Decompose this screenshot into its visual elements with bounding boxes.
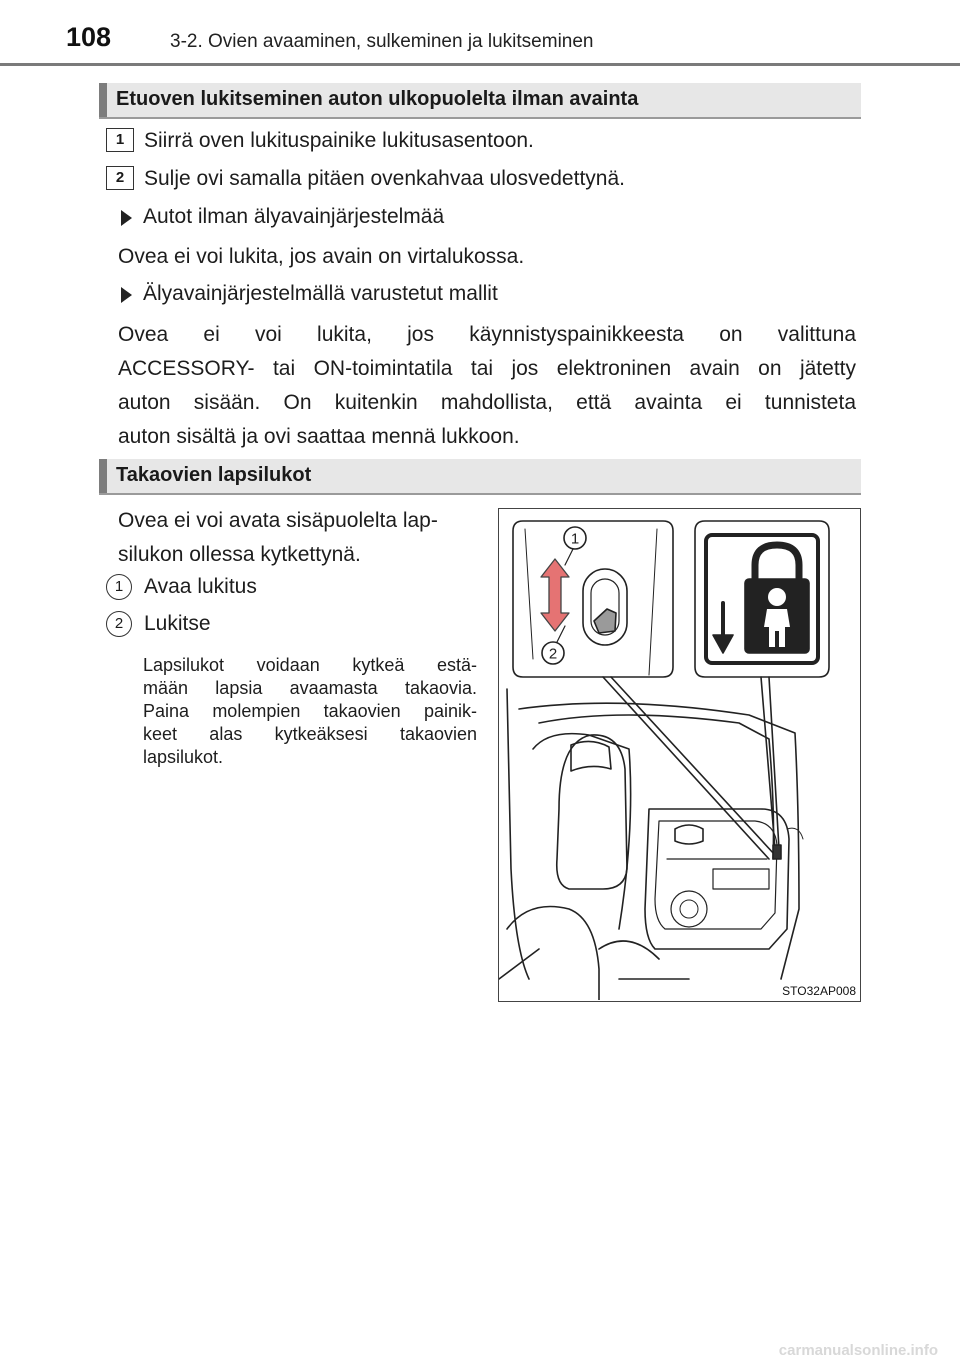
- door-illustration-svg: [499, 509, 859, 1000]
- callout-2: 2: [548, 645, 558, 663]
- bullet-arrow-icon: [121, 287, 132, 303]
- figure-code: STO32AP008: [782, 984, 856, 998]
- bullet-text-no-smart-key: Ovea ei voi lukita, jos avain on virtalukossa.: [118, 245, 525, 268]
- page-header: [0, 0, 960, 66]
- child-lock-illustration: [498, 508, 861, 1002]
- step-circle-1: 1: [106, 574, 132, 600]
- watermark-text: carmanualsonline.info: [778, 1342, 938, 1359]
- step-number-2: 2: [106, 166, 134, 190]
- step-text-unlock: Avaa lukitus: [144, 575, 257, 598]
- section-title: Etuoven lukitseminen auton ulkopuolelta ilman avainta: [116, 88, 639, 110]
- paragraph-line: auton sisään. On kuitenkin mahdollista, että avainta ei tunnisteta: [118, 391, 856, 414]
- bullet-arrow-icon: [121, 210, 132, 226]
- paragraph-line: Ovea ei voi lukita, jos käynnistyspainikkeesta on valittuna: [118, 323, 856, 346]
- note-line: Paina molempien takaovien painik-: [143, 701, 477, 721]
- step-number-1: 1: [106, 128, 134, 152]
- paragraph-line: ACCESSORY- tai ON-toimintatila tai jos elektroninen avain on jätetty: [118, 357, 856, 380]
- section-title: Takaovien lapsilukot: [116, 464, 312, 486]
- intro-line: Ovea ei voi avata sisäpuolelta lap-: [118, 509, 438, 532]
- step-circle-2: 2: [106, 611, 132, 637]
- note-line: lapsilukot.: [143, 747, 224, 767]
- paragraph-line: auton sisältä ja ovi saattaa mennä lukkoon.: [118, 425, 520, 448]
- header-rule: [0, 63, 960, 66]
- callout-1: 1: [570, 530, 580, 548]
- section-accent: [99, 459, 107, 493]
- note-line: keet alas kytkeäksesi takaovien: [143, 724, 477, 744]
- bullet-heading-no-smart-key: Autot ilman älyavainjärjestelmää: [143, 205, 445, 228]
- chapter-title: 3-2. Ovien avaaminen, sulkeminen ja lukitseminen: [170, 31, 594, 52]
- intro-line: silukon ollessa kytkettynä.: [118, 543, 361, 566]
- page-footer: [0, 1340, 960, 1360]
- page-number: 108: [66, 22, 112, 52]
- watermark-logo: [0, 1340, 960, 1360]
- note-line: mään lapsia avaamasta takaovia.: [143, 678, 477, 698]
- step-text-2: Sulje ovi samalla pitäen ovenkahvaa ulosvedettynä.: [144, 167, 625, 190]
- step-text-1: Siirrä oven lukituspainike lukitusasentoon.: [144, 129, 534, 152]
- step-text-lock: Lukitse: [144, 612, 211, 635]
- section-heading-child-locks: [99, 459, 861, 495]
- note-line: Lapsilukot voidaan kytkeä estä-: [143, 655, 477, 675]
- section-accent: [99, 83, 107, 117]
- section-heading-front-door: [99, 83, 861, 119]
- bullet-heading-smart-key: Älyavainjärjestelmällä varustetut mallit: [143, 282, 498, 305]
